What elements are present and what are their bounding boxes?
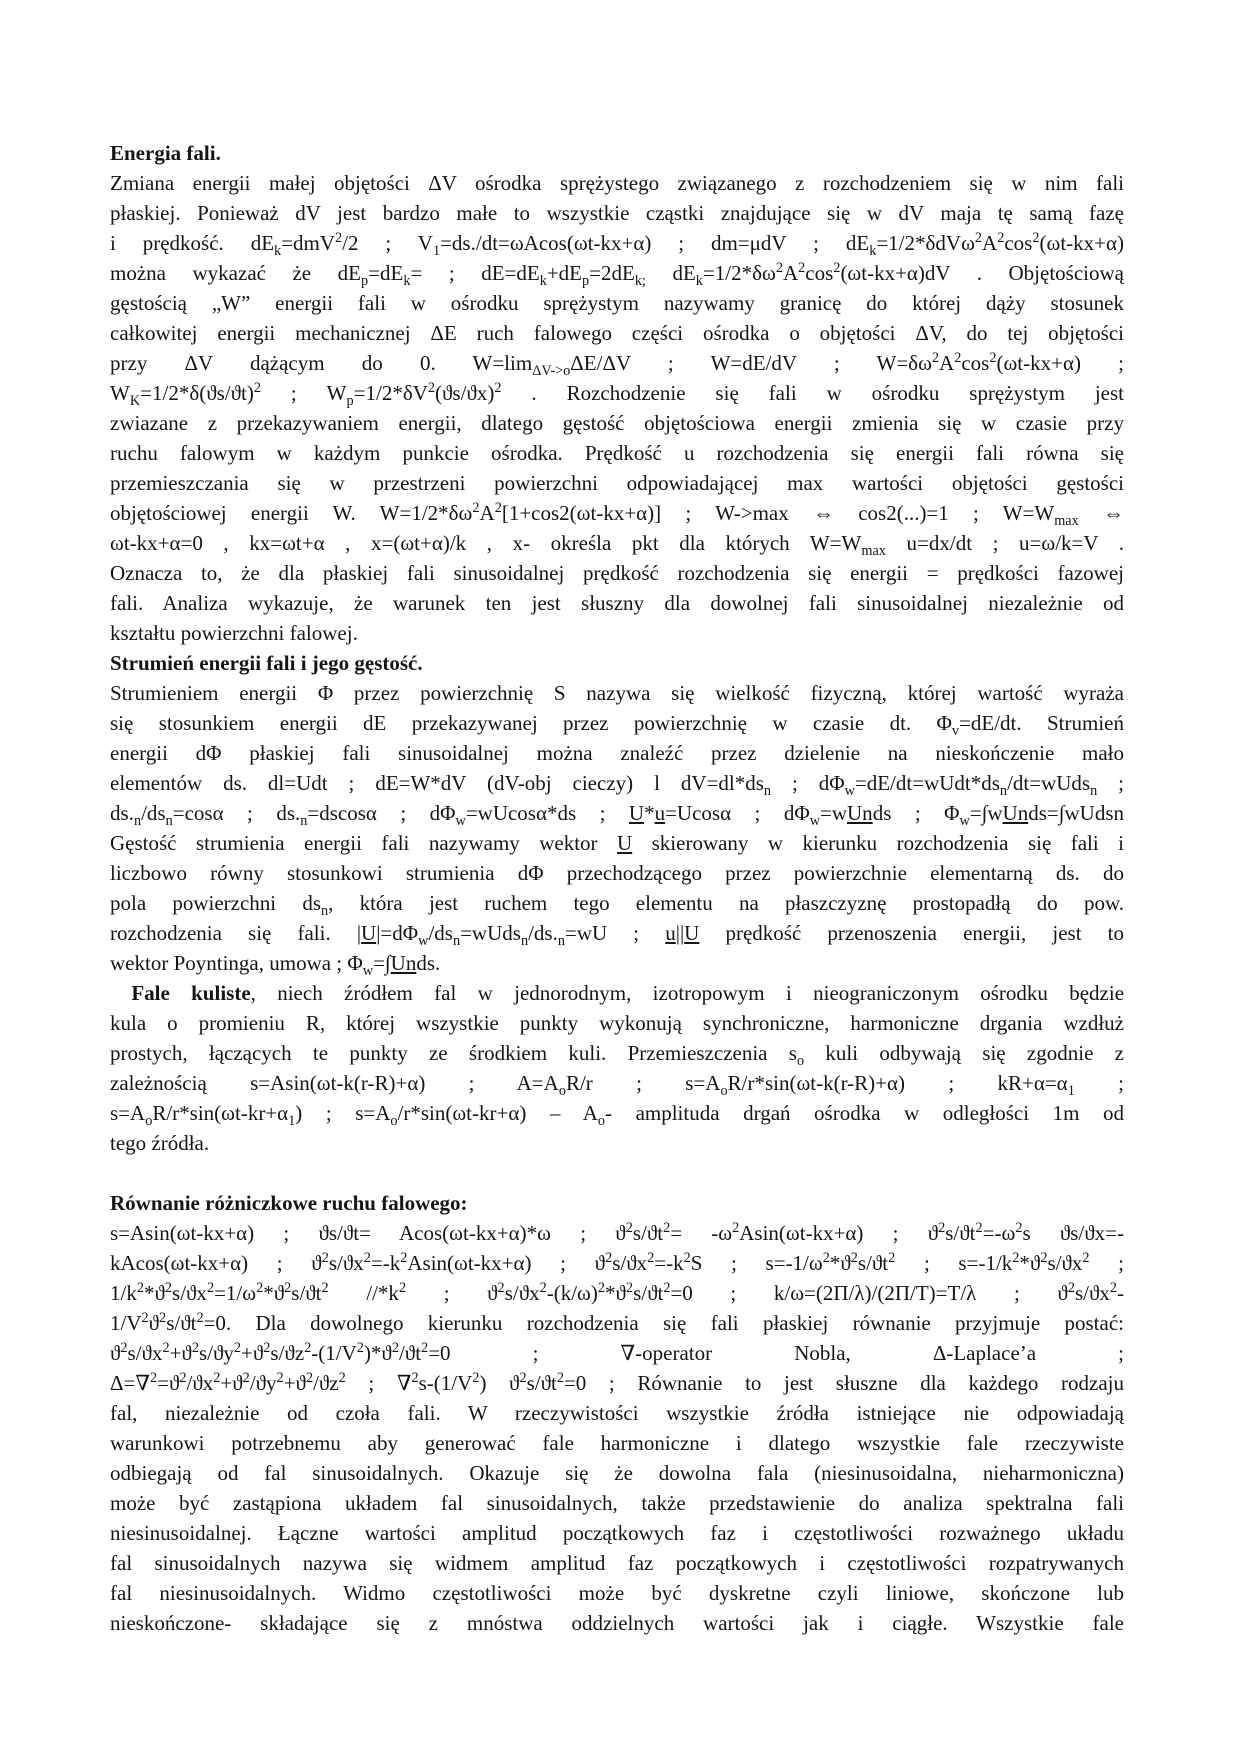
text-line: s=Asin(ωt-kx+α) ; ϑs/ϑt= Acos(ωt-kx+α)*ω ; $ϑ^2s/ϑt^2= -\omega^2Asin(\omega t-kx+\alpha)$ ; $ϑ^2s/ϑt^2=-\omega^2s$ ϑs/ϑx=-	[110, 1220, 1124, 1245]
text-line: $ds._n/ds_n=\cos\alpha$ ; $ds._n=dscos\alpha$ ; $d\Phi_w=wUcos\alpha*ds$ ; U*u=Ucosα ; $d\Phi_w=wUnds$ ; $\Phi_w=\int wUnds=\int wUdsn$	[110, 801, 1124, 830]
paragraph-energia-fali	[110, 168, 1124, 648]
text-line: liczbowo równy stosunkowi strumienia dΦ przechodzącego przez powierzchnie elementarną ds. do	[110, 861, 1124, 885]
text-line: fal sinusoidalnych nazywa się widmem amplitud faz początkowych i częstotliwości rozpatrywanych	[110, 1551, 1124, 1575]
text-line: Strumieniem energii Φ przez powierzchnię S nazywa się wielkość fizyczną, której wartość wyraża	[110, 681, 1124, 705]
text-line: Zmiana energii małej objętości ΔV ośrodka sprężystego związanego z rozchodzeniem się w nim fali	[110, 171, 1124, 195]
text-line: kula o promieniu R, której wszystkie punkty wykonują synchroniczne, harmoniczne drgania wzdłuż	[110, 1011, 1124, 1035]
text-line: $s=A_oR/r*\sin(\omega t-kr+\alpha_1)$ ; $s=A_o/r*\sin(\omega t-kr+\alpha) - A_o-$ amplituda drgań ośrodka w odległości 1m od	[110, 1101, 1124, 1130]
text-line: ruchu falowym w każdym punkcie ośrodka. Prędkość u rozchodzenia się energii fali równa się	[110, 441, 1124, 465]
text-line: $\Delta=\nabla^2=ϑ^2/ϑx^2+ϑ^2/ϑy^2+ϑ^2/ϑz^2$ ; $\nabla^2s-(1/V^2)$ $ϑ^2s/ϑt^2=0$ ; Równanie to jest słuszne dla każdego rodzaju	[110, 1370, 1125, 1395]
text-line: rozchodzenia się fali. $|U|=d\Phi_w/ds_n=wUds_n/ds._n=wU$ ; u||U prędkość przenoszenia energii, jest to	[110, 921, 1124, 950]
text-line: przemieszczania się w przestrzeni powierzchni odpowiadającej max wartości objętości gęstości	[110, 471, 1124, 495]
text-line: elementów ds. dl=Udt ; dE=W*dV (dV-obj cieczy) l $dV=dl*ds_n$ ; $d\Phi_w=dE/dt=wUdt*ds_n/dt=wUds_n$ ;	[110, 771, 1124, 800]
paragraph-fale-kuliste	[110, 978, 1124, 1158]
text-line: $1/V^2ϑ^2s/ϑt^2=0$. Dla dowolnego kierunku rozchodzenia się fali płaskiej równanie przyjmuje postać:	[110, 1310, 1124, 1335]
text-line: warunkowi potrzebnemu aby generować fale harmoniczne i dlatego wszystkie fale rzeczywiste	[110, 1431, 1124, 1455]
text-line: niesinusoidalnej. Łączne wartości amplitud początkowych faz i częstotliwości rozważnego układu	[110, 1521, 1124, 1545]
paragraph-strumien-energii	[110, 678, 1124, 978]
text-line: odbiegają od fal sinusoidalnych. Okazuje się że dowolna fala (niesinusoidalna, nieharmoniczna)	[110, 1461, 1124, 1485]
text-line: się stosunkiem energii dE przekazywanej przez powierzchnię w czasie dt. $\Phi_v=dE/dt$. Strumień	[110, 711, 1124, 740]
text-line: Fale kuliste, niech źródłem fal w jednorodnym, izotropowym i nieograniczonym ośrodku będzie	[131, 981, 1125, 1005]
text-line: objętościowej energii W. $W=1/2*\delta\omega^2A^2[1+\cos 2(\omega t-kx+\alpha)]$ ; W->max ⇔ cos2(...)=1 ; $W=W_{max}$ ⇔	[110, 500, 1125, 530]
text-line: płaskiej. Ponieważ dV jest bardzo małe to wszystkie cząstki znajdujące się w dV maja tę samą fazę	[110, 201, 1124, 225]
text-line: gęstością „W” energii fali w ośrodku sprężystym nazywamy granicę do której dąży stosunek	[110, 291, 1124, 315]
text-line: fali. Analiza wykazuje, że warunek ten jest słuszny dla dowolnej fali sinusoidalnej niezależnie od	[110, 591, 1124, 615]
text-line: nieskończone- składające się z mnóstwa oddzielnych wartości jak i ciągłe. Wszystkie fale	[110, 1611, 1124, 1635]
text-line: całkowitej energii mechanicznej ΔE ruch falowego części ośrodka o objętości ΔV, do tej objętości	[110, 321, 1124, 345]
text-line: Oznacza to, że dla płaskiej fali sinusoidalnej prędkość rozchodzenia się energii = prędkości fazowej	[110, 561, 1124, 585]
section-strumien-energii	[110, 648, 1124, 978]
text-line: energii dΦ płaskiej fali sinusoidalnej można znaleźć przez dzielenie na nieskończenie mało	[110, 741, 1124, 765]
text-line: przy ΔV dążącym do 0. $W=\lim_{\Delta V->o}\Delta E/\Delta V$ ; W=dE/dV ; $W=\delta\omega^2A^2\cos^2(\omega t-kx+\alpha)$ ;	[110, 350, 1124, 380]
text-line: Gęstość strumienia energii fali nazywamy wektor U skierowany w kierunku rozchodzenia się fali i	[110, 831, 1124, 855]
text-line: zwiazane z przekazywaniem energii, dlatego gęstość objętościowa energii zmienia się w czasie przy	[110, 411, 1124, 435]
text-line: fal niesinusoidalnych. Widmo częstotliwości może być dyskretne czyli liniowe, skończone lub	[110, 1581, 1124, 1605]
text-line: $ϑ^2s/ϑx^2+ϑ^2s/ϑy^2+ϑ^2s/ϑz^2-(1/V^2)*ϑ^2/ϑt^2=0$ ; ∇-operator Nobla, Δ-Laplace’a ;	[110, 1340, 1124, 1365]
section-heading-energia-fali: Energia fali.	[110, 141, 221, 165]
text-line: można wykazać że $dE_p=dE_k=$ ; $dE=dE_k+dE_p=2dE_{k;}$ $dE_k=1/2*\delta\omega^2A^2\cos^2(\omega t-kx+\alpha)dV$ . Objętościową	[110, 260, 1124, 290]
text-line: i prędkość. $dE_k=dmV^2/2$ ; $V_1=ds./dt=\omega Acos(\omega t-kx+\alpha)$ ; dm=μdV ; $dE_k=1/2*\delta dV\omega^2A^2\cos^2(\omega t-kx+\alpha)$	[110, 230, 1124, 260]
paragraph-rownanie-rozniczkowe	[110, 1218, 1124, 1638]
text-line: wektor Poyntinga, umowa ; $\Phi_w=\int Unds$.	[110, 951, 441, 980]
text-column	[110, 138, 1124, 1638]
text-line: tego źródła.	[110, 1131, 210, 1155]
text-line: ωt-kx+α=0 , kx=ωt+α , x=(ωt+α)/k , x- określa pkt dla których $W=W_{max}$ u=dx/dt ; u=ω/k=V .	[110, 531, 1124, 560]
text-line: $W_K=1/2*\delta(ϑs/ϑt)^2$ ; $W_p=1/2*\delta V^2(ϑs/ϑx)^2$ . Rozchodzenie się fali w ośrodku sprężystym jest	[110, 380, 1125, 410]
section-rownanie-rozniczkowe	[110, 1188, 1124, 1638]
section-energia-fali	[110, 138, 1124, 648]
text-line: kAcos(ωt-kx+α) ; $ϑ^2s/ϑx^2=-k^2Asin(\omega t-kx+\alpha)$ ; $ϑ^2s/ϑx^2=-k^2S$ ; $s=-1/\omega^2*ϑ^2s/ϑt^2$ ; $s=-1/k^2*ϑ^2s/ϑx^2$ ;	[110, 1250, 1125, 1275]
text-line: kształtu powierzchni falowej.	[110, 621, 358, 645]
text-line: zależnością s=Asin(ωt-k(r-R)+α) ; $A=A_oR/r$ ; $s=A_oR/r*\sin(\omega t-k(r-R)+\alpha)$ ; $kR+\alpha=\alpha_1$ ;	[110, 1071, 1124, 1100]
section-fale-kuliste	[110, 978, 1124, 1158]
text-line: pola powierzchni $ds_n$, która jest ruchem tego elementu na płaszczyznę prostopadłą do pow.	[110, 891, 1125, 920]
section-heading-rownanie-rozniczkowe: Równanie różniczkowe ruchu falowego:	[110, 1191, 468, 1215]
text-line: prostych, łączących te punkty ze środkiem kuli. Przemieszczenia $s_o$ kuli odbywają się zgodnie z	[110, 1041, 1125, 1070]
text-line: może być zastąpiona układem fal sinusoidalnych, także przedstawienie do analiza spektralna fali	[110, 1491, 1124, 1515]
text-line: fal, niezależnie od czoła fali. W rzeczywistości wszystkie źródła istniejące nie odpowiadają	[110, 1401, 1124, 1425]
text-line: $1/k^2*ϑ^2s/ϑx^2=1/\omega^2*ϑ^2s/ϑt^2$ $//*k^2$ ; $ϑ^2s/ϑx^2-(k/\omega)^2*ϑ^2s/ϑt^2=0$ ; k/ω=(2Π/λ)/(2Π/T)=T/λ ; $ϑ^2s/ϑx^2-$	[110, 1280, 1125, 1305]
section-heading-strumien-energii: Strumień energii fali i jego gęstość.	[110, 651, 423, 675]
